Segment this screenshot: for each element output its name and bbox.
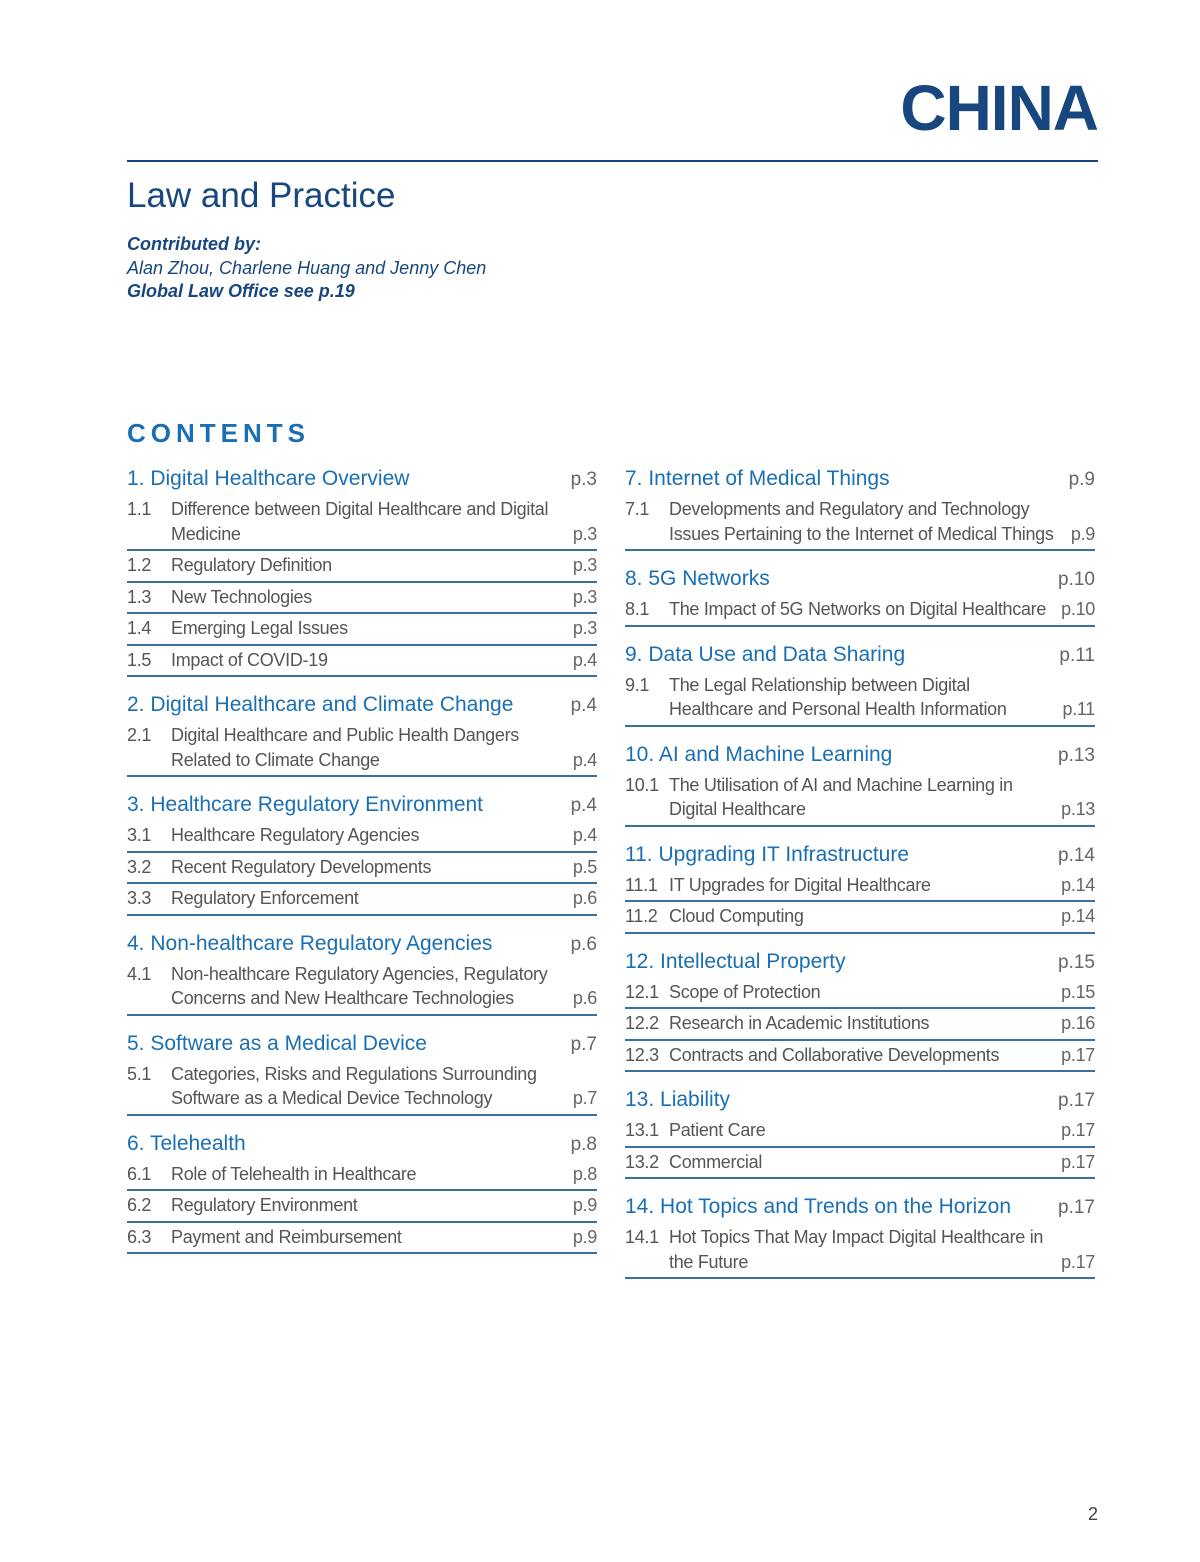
toc-section-heading[interactable] xyxy=(625,638,1095,671)
toc-section xyxy=(127,462,597,677)
page-number: 2 xyxy=(1087,1504,1098,1524)
toc-item[interactable] xyxy=(625,978,1095,1010)
toc-item-page: p.4 xyxy=(572,649,597,670)
toc-item-title: Digital Healthcare and Public Health Dangers Related to Climate Change xyxy=(171,725,519,770)
toc-item-page: p.9 xyxy=(572,1195,597,1215)
toc-item-number: 11.1 xyxy=(625,874,658,895)
toc-item-page: p.5 xyxy=(572,856,597,877)
toc-item[interactable] xyxy=(127,495,597,551)
toc-item[interactable] xyxy=(127,646,597,678)
toc-section-heading[interactable] xyxy=(625,1083,1095,1116)
toc-item-page: p.10 xyxy=(1061,599,1095,619)
toc-section-page: p.4 xyxy=(570,695,597,716)
toc-section xyxy=(625,1083,1095,1179)
toc-section xyxy=(127,1127,597,1255)
toc-section-page: p.4 xyxy=(570,795,597,816)
toc-section-page: p.13 xyxy=(1058,744,1095,766)
toc-section xyxy=(625,1190,1095,1279)
toc-section-title: 4. Non-healthcare Regulatory Agencies xyxy=(127,931,493,955)
toc-item-title: Hot Topics That May Impact Digital Healthcare in the Future xyxy=(669,1227,1044,1272)
toc-item-title: IT Upgrades for Digital Healthcare xyxy=(669,874,931,895)
toc-item-title: Payment and Reimbursement xyxy=(171,1226,402,1247)
toc-section-heading[interactable] xyxy=(625,945,1095,978)
toc-item-title: New Technologies xyxy=(171,586,312,607)
toc-item[interactable] xyxy=(127,721,597,777)
toc-item-page: p.8 xyxy=(572,1163,597,1184)
toc-section-heading[interactable] xyxy=(127,788,597,821)
toc-item[interactable] xyxy=(625,495,1095,551)
toc-item-number: 1.2 xyxy=(127,555,152,575)
toc-item[interactable] xyxy=(625,1116,1095,1148)
toc-section-title: 3. Healthcare Regulatory Environment xyxy=(127,793,484,816)
toc-section-heading[interactable] xyxy=(625,1190,1095,1223)
toc-item-title: The Legal Relationship between Digital Healthcare and Personal Health Information xyxy=(669,674,1007,719)
toc-item[interactable] xyxy=(127,614,597,646)
toc-item-number: 8.1 xyxy=(625,599,650,619)
toc-section xyxy=(625,945,1095,1073)
toc-item[interactable] xyxy=(127,583,597,615)
toc-section-page: p.9 xyxy=(1068,469,1095,490)
toc-item-title: Research in Academic Institutions xyxy=(669,1013,930,1033)
toc-item-title: Categories, Risks and Regulations Surrounding Software as a Medical Device Technology xyxy=(171,1063,537,1108)
toc-item-title: Emerging Legal Issues xyxy=(171,618,348,638)
toc-item-number: 12.1 xyxy=(625,981,659,1002)
document-title: Law and Practice xyxy=(127,176,396,215)
toc-item-page: p.3 xyxy=(572,586,597,607)
toc-section-heading[interactable] xyxy=(625,838,1095,871)
toc-item-number: 11.2 xyxy=(625,906,658,926)
toc-section-page: p.17 xyxy=(1058,1197,1095,1218)
toc-item-title: Developments and Regulatory and Technology Issues Pertaining to the Internet of Medical Things xyxy=(669,499,1054,544)
header-divider xyxy=(127,160,1098,162)
toc-item[interactable] xyxy=(625,771,1095,827)
toc-section-page: p.15 xyxy=(1058,951,1095,973)
toc-item-title: Contracts and Collaborative Developments xyxy=(669,1044,1000,1065)
toc-item-number: 13.2 xyxy=(625,1151,659,1172)
toc-section-page: p.8 xyxy=(570,1133,597,1155)
toc-section-title: 7. Internet of Medical Things xyxy=(625,467,890,490)
country-title: CHINA xyxy=(900,72,1098,144)
toc-section-page: p.11 xyxy=(1059,644,1095,666)
toc-item-number: 6.3 xyxy=(127,1226,152,1247)
toc-item-number: 9.1 xyxy=(625,674,650,695)
toc-item-page: p.17 xyxy=(1061,1044,1095,1065)
toc-item-page: p.15 xyxy=(1061,981,1095,1002)
toc-item-number: 4.1 xyxy=(127,963,152,984)
toc-item-title: Regulatory Definition xyxy=(171,555,332,575)
toc-item-title: Difference between Digital Healthcare and Digital Medicine xyxy=(171,499,549,544)
contributors-block xyxy=(127,233,486,304)
toc-item[interactable] xyxy=(127,1060,597,1116)
toc-section xyxy=(625,462,1095,551)
toc-item-title: Commercial xyxy=(669,1151,763,1172)
toc-item-page: p.3 xyxy=(572,555,597,575)
toc-item-number: 7.1 xyxy=(625,499,650,519)
toc-section xyxy=(625,638,1095,727)
toc-item-number: 10.1 xyxy=(625,774,659,795)
toc-item-number: 14.1 xyxy=(625,1227,659,1247)
toc-item-number: 2.1 xyxy=(127,725,152,745)
toc-item[interactable] xyxy=(127,1160,597,1192)
toc-section-page: p.14 xyxy=(1058,844,1095,866)
toc-item[interactable] xyxy=(625,1223,1095,1279)
toc-item-title: Recent Regulatory Developments xyxy=(171,856,432,877)
contents-heading: CONTENTS xyxy=(127,418,310,448)
toc-item[interactable] xyxy=(625,871,1095,903)
toc-item-page: p.16 xyxy=(1061,1013,1095,1033)
toc-item-number: 1.5 xyxy=(127,649,152,670)
toc-item-number: 13.1 xyxy=(625,1120,659,1140)
toc-item-page: p.3 xyxy=(572,618,597,638)
toc-item-number: 12.2 xyxy=(625,1013,659,1033)
toc-section-page: p.17 xyxy=(1058,1090,1095,1111)
toc-item[interactable] xyxy=(625,1041,1095,1073)
toc-item[interactable] xyxy=(625,595,1095,627)
toc-item[interactable] xyxy=(127,821,597,853)
toc-item-page: p.9 xyxy=(572,1226,597,1247)
toc-item[interactable] xyxy=(127,960,597,1016)
toc-section xyxy=(127,927,597,1016)
toc-item-title: Healthcare Regulatory Agencies xyxy=(171,825,420,845)
toc-section xyxy=(625,562,1095,627)
contributor-names: Alan Zhou, Charlene Huang and Jenny Chen xyxy=(127,257,487,278)
toc-item-page: p.17 xyxy=(1061,1151,1095,1172)
toc-section-heading[interactable] xyxy=(127,462,597,495)
toc-section-heading[interactable] xyxy=(127,1027,597,1060)
toc-section-title: 14. Hot Topics and Trends on the Horizon xyxy=(625,1195,1012,1218)
contributors-label: Contributed by: xyxy=(127,234,261,254)
toc-item[interactable] xyxy=(127,1191,597,1223)
toc-item-page: p.17 xyxy=(1061,1120,1095,1140)
toc-item-title: Scope of Protection xyxy=(669,981,821,1002)
toc-section-title: 8. 5G Networks xyxy=(625,567,770,590)
toc-item-page: p.6 xyxy=(572,988,597,1008)
toc-item-number: 5.1 xyxy=(127,1063,152,1084)
toc-section-heading[interactable] xyxy=(625,562,1095,595)
toc-item-number: 3.2 xyxy=(127,856,152,877)
toc-section-heading[interactable] xyxy=(127,688,597,721)
toc-item[interactable] xyxy=(127,853,597,885)
toc-item-number: 12.3 xyxy=(625,1044,659,1065)
toc-section xyxy=(127,788,597,916)
toc-section-page: p.6 xyxy=(570,933,597,955)
toc-item-page: p.11 xyxy=(1062,699,1095,719)
toc-section-title: 12. Intellectual Property xyxy=(625,949,846,973)
toc-item-title: Patient Care xyxy=(669,1120,766,1140)
toc-item-page: p.13 xyxy=(1061,799,1095,819)
toc-right-column xyxy=(625,462,1095,1290)
toc-item-title: Impact of COVID-19 xyxy=(171,649,328,670)
toc-section-heading[interactable] xyxy=(625,738,1095,771)
toc-item-title: Regulatory Environment xyxy=(171,1195,358,1215)
toc-section-title: 11. Upgrading IT Infrastructure xyxy=(625,842,910,866)
toc-item-title: Cloud Computing xyxy=(669,906,804,926)
toc-item-page: p.7 xyxy=(572,1088,597,1108)
toc-section-page: p.10 xyxy=(1058,569,1095,590)
toc-item-title: Non-healthcare Regulatory Agencies, Regulatory Concerns and New Healthcare Technologies xyxy=(171,963,548,1008)
toc-item-page: p.4 xyxy=(572,825,597,845)
toc-section-title: 2. Digital Healthcare and Climate Change xyxy=(127,693,514,716)
toc-section-title: 6. Telehealth xyxy=(127,1131,246,1155)
toc-item-page: p.4 xyxy=(572,749,597,770)
toc-item-page: p.3 xyxy=(572,523,597,544)
toc-section-page: p.3 xyxy=(570,469,597,490)
firm-reference[interactable]: Global Law Office see p.19 xyxy=(127,281,355,301)
toc-section-title: 5. Software as a Medical Device xyxy=(127,1031,427,1055)
toc-item-number: 3.1 xyxy=(127,825,152,845)
toc-item-number: 1.3 xyxy=(127,586,152,607)
toc-item-title: Role of Telehealth in Healthcare xyxy=(171,1163,417,1184)
toc-item[interactable] xyxy=(625,1148,1095,1180)
toc-item[interactable] xyxy=(127,551,597,583)
toc-item[interactable] xyxy=(625,671,1095,727)
toc-item[interactable] xyxy=(127,1223,597,1255)
toc-item-page: p.17 xyxy=(1061,1251,1095,1272)
toc-section-heading[interactable] xyxy=(625,462,1095,495)
toc-section xyxy=(127,1027,597,1116)
toc-item-title: Regulatory Enforcement xyxy=(171,888,359,908)
toc-item[interactable] xyxy=(625,1009,1095,1041)
toc-item-number: 1.1 xyxy=(127,499,152,519)
toc-item-number: 3.3 xyxy=(127,888,152,908)
toc-section-title: 9. Data Use and Data Sharing xyxy=(625,642,906,666)
toc-section-title: 13. Liability xyxy=(625,1088,731,1111)
toc-section xyxy=(625,838,1095,934)
toc-section xyxy=(127,688,597,777)
toc-item-title: The Utilisation of AI and Machine Learning in Digital Healthcare xyxy=(669,774,1013,819)
toc-section-heading[interactable] xyxy=(127,1127,597,1160)
toc-item-number: 6.1 xyxy=(127,1163,152,1184)
toc-section-title: 10. AI and Machine Learning xyxy=(625,742,893,766)
toc-section-page: p.7 xyxy=(570,1033,597,1055)
toc-item[interactable] xyxy=(625,902,1095,934)
toc-section-heading[interactable] xyxy=(127,927,597,960)
toc-item-page: p.9 xyxy=(1070,523,1095,544)
toc-item-page: p.6 xyxy=(572,888,597,908)
toc-section xyxy=(625,738,1095,827)
toc-section-title: 1. Digital Healthcare Overview xyxy=(127,467,410,490)
toc-item-number: 6.2 xyxy=(127,1195,152,1215)
toc-item-page: p.14 xyxy=(1061,906,1095,926)
toc-item-number: 1.4 xyxy=(127,618,152,638)
toc-left-column xyxy=(127,462,597,1265)
toc-item-page: p.14 xyxy=(1061,874,1095,895)
toc-item[interactable] xyxy=(127,884,597,916)
toc-item-title: The Impact of 5G Networks on Digital Healthcare xyxy=(669,599,1047,619)
